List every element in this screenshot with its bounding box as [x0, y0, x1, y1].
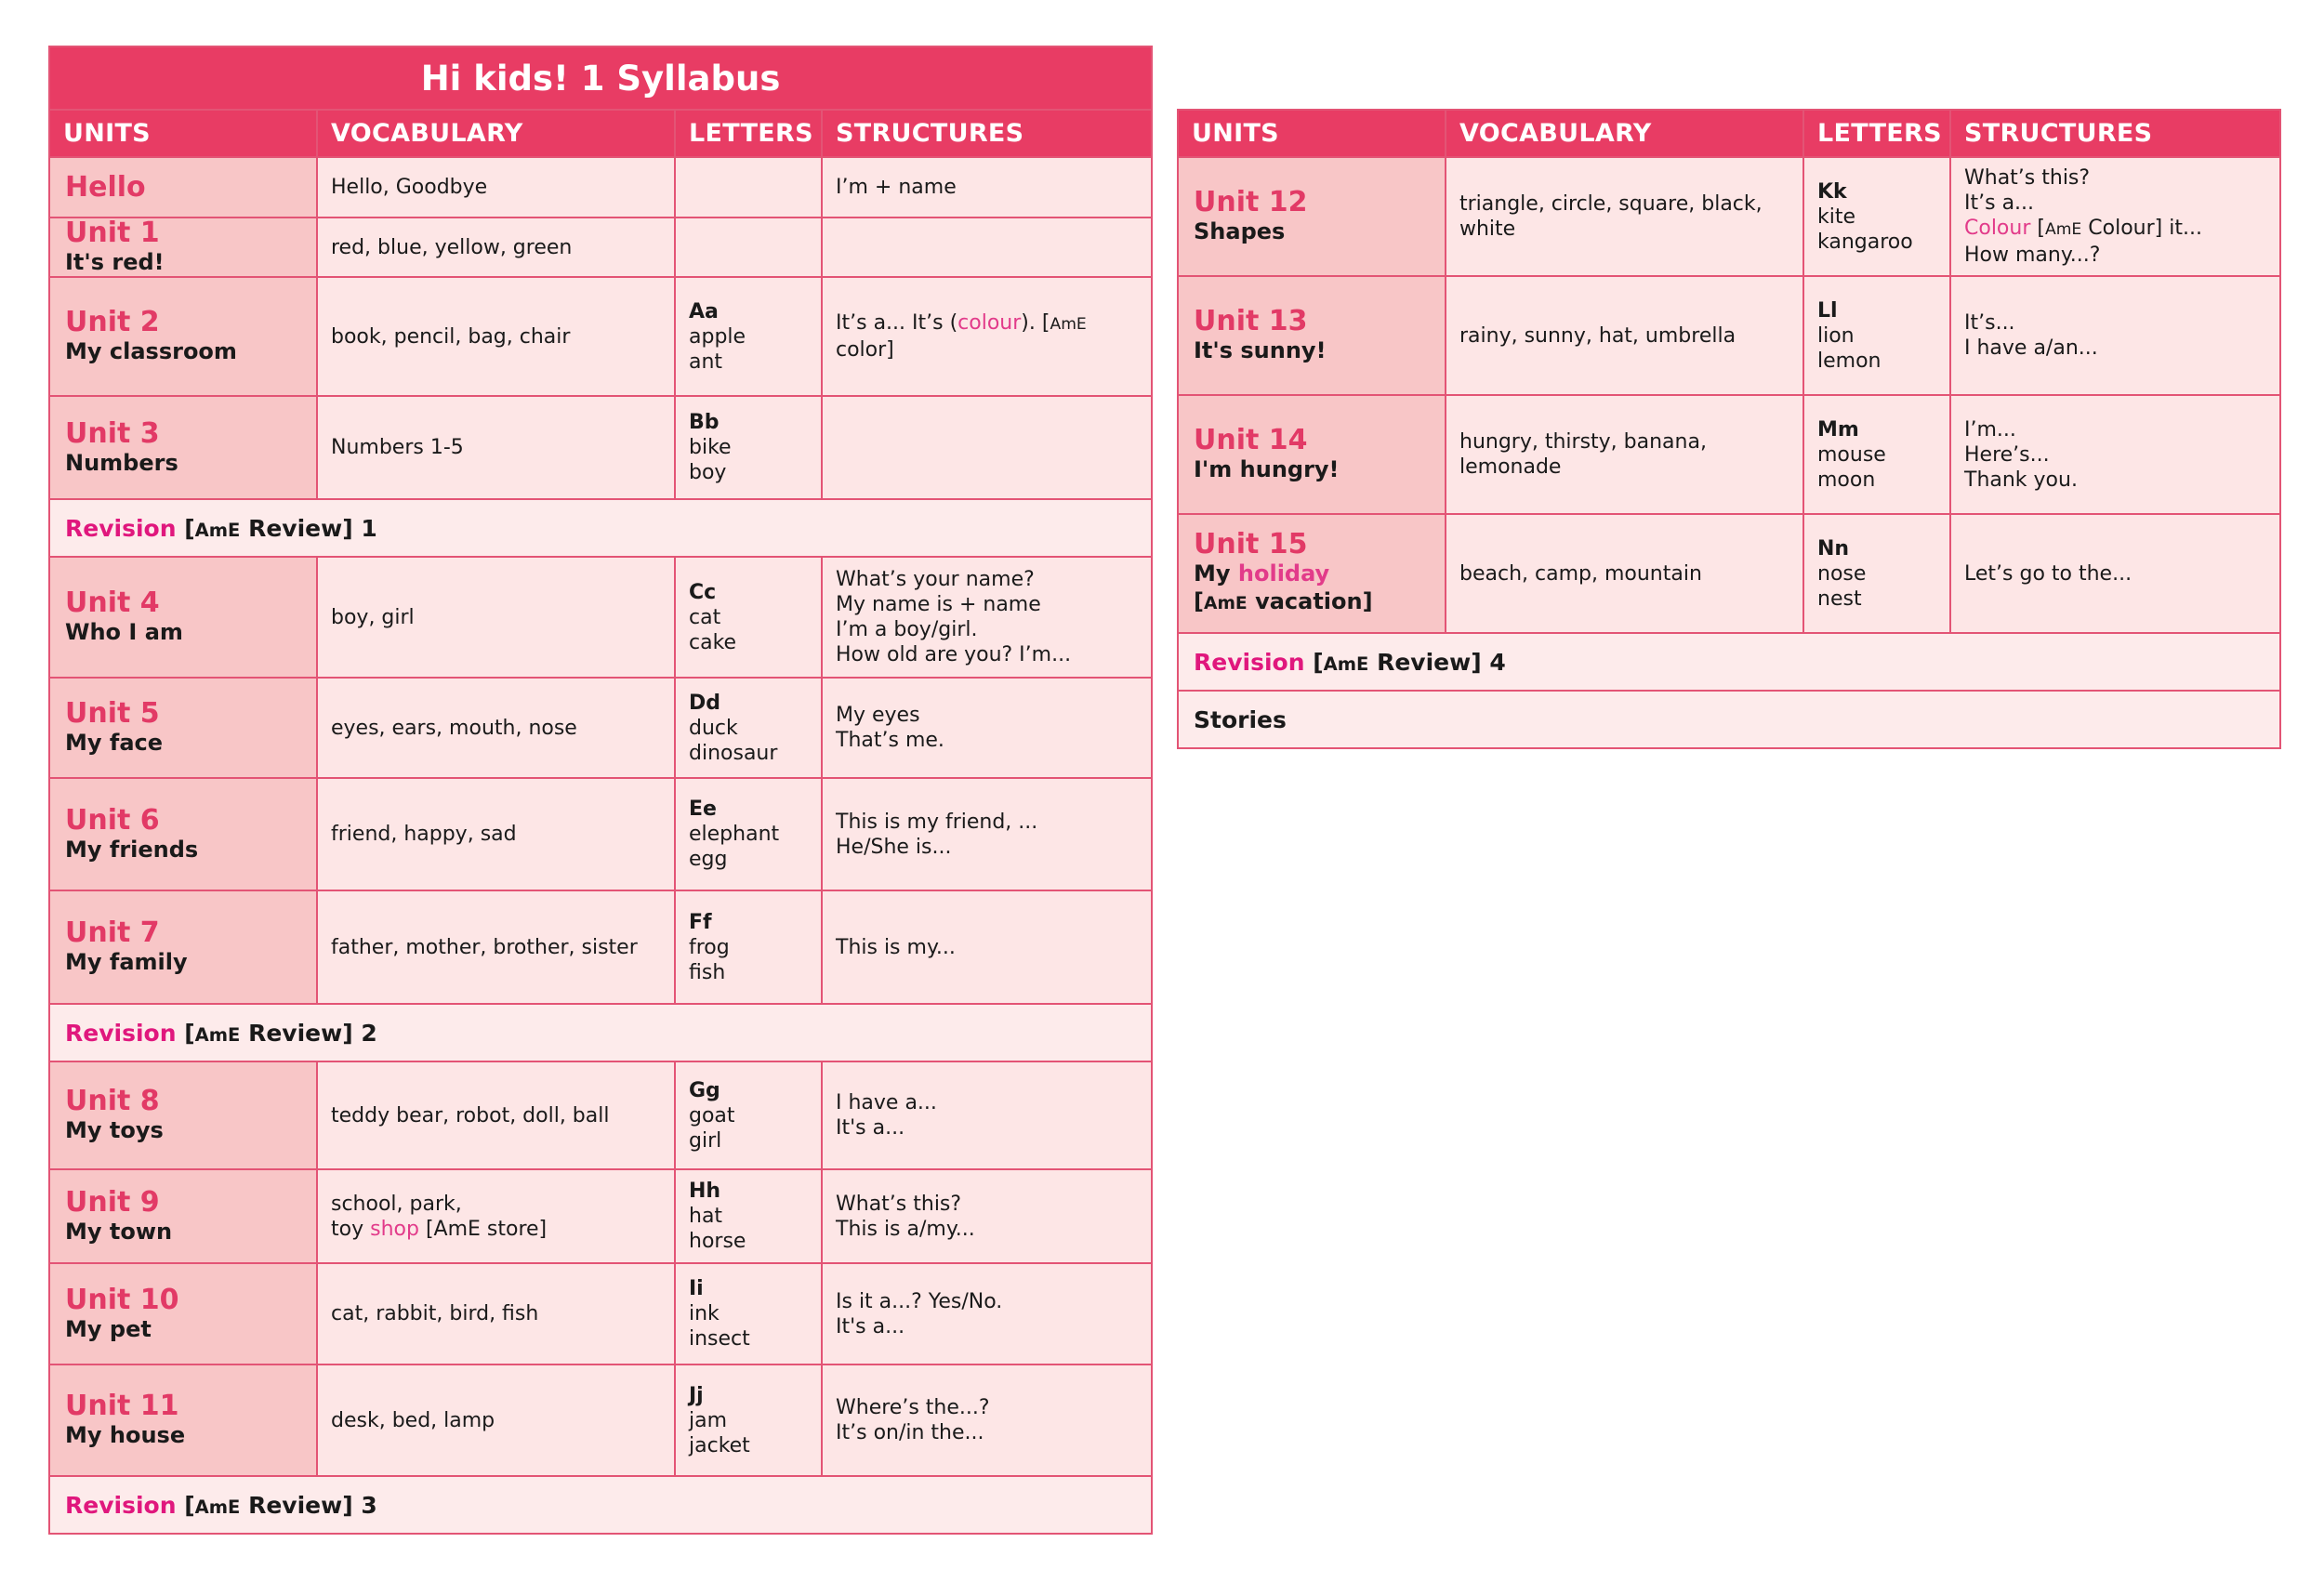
vocab-line: boy, girl [331, 605, 415, 629]
table-row [1178, 395, 2280, 514]
structures-cell [1950, 395, 2280, 514]
structure-line: That’s me. [836, 729, 944, 752]
vocab-line: rainy, sunny, hat, umbrella [1459, 323, 1736, 348]
unit-title: It's red! [65, 249, 165, 275]
letters-cell [675, 1364, 822, 1476]
unit-title: Numbers [65, 449, 178, 476]
structures-cell [822, 678, 1152, 778]
header-vocabulary: VOCABULARY [1446, 110, 1803, 157]
table-row [49, 1061, 1152, 1169]
structures-cell [822, 157, 1152, 218]
vocab-line: lemonade [1459, 455, 1562, 479]
table-row [49, 157, 1152, 218]
table-row [49, 557, 1152, 678]
vocabulary-cell [317, 1061, 675, 1169]
header-structures: STRUCTURES [1950, 110, 2280, 157]
revision-label: Revision [1194, 648, 1305, 676]
letter-pair: Kk [1817, 179, 1847, 204]
revision-cell [49, 1476, 1152, 1534]
structures-cell [1950, 514, 2280, 633]
ame-label: AmE [194, 1496, 241, 1518]
vocab-line: teddy bear, robot, doll, ball [331, 1103, 610, 1127]
structure-line: I have a... [836, 1091, 937, 1114]
letters-cell [675, 890, 822, 1004]
revision-cell [49, 499, 1152, 557]
structure-line: It's a... [836, 1116, 905, 1140]
ame-label: AmE [194, 519, 241, 541]
structure-line [1964, 216, 2279, 243]
table-row [49, 778, 1152, 890]
stories-cell: Stories [1178, 691, 2280, 748]
unit-title: My friends [65, 836, 199, 863]
unit-title: It's sunny! [1194, 337, 1327, 363]
letters-cell [675, 277, 822, 396]
unit-title: Shapes [1194, 218, 1286, 244]
unit-number: Unit 2 [65, 306, 160, 338]
header-structures: STRUCTURES [822, 110, 1152, 157]
unit-cell [1178, 514, 1446, 633]
vocabulary-cell [1446, 395, 1803, 514]
vocab-line: red, blue, yellow, green [331, 235, 573, 259]
unit-number: Unit 1 [65, 217, 160, 249]
structure-line: This is my... [836, 935, 956, 959]
unit-title: My classroom [65, 338, 237, 364]
letter-word: mouse [1817, 442, 1886, 467]
letter-word: moon [1817, 468, 1876, 492]
structure-line: Let’s go to the... [1964, 561, 2133, 586]
vocab-line: triangle, circle, square, black, white [1459, 192, 1763, 241]
table-row [49, 890, 1152, 1004]
unit-title: My town [65, 1218, 173, 1245]
vocab-line: eyes, ears, mouth, nose [331, 716, 577, 740]
structure-line: I’m a boy/girl. [836, 618, 978, 641]
structures-cell [1950, 276, 2280, 395]
letters-cell [675, 1263, 822, 1364]
letters-cell [675, 396, 822, 499]
revision-text: [ [176, 1491, 195, 1519]
letters-cell [675, 1061, 822, 1169]
letters-cell [675, 778, 822, 890]
vocabulary-cell [1446, 157, 1803, 276]
letter-pair: Hh [689, 1180, 721, 1203]
letter-pair: Bb [689, 411, 720, 434]
unit-cell [49, 1061, 317, 1169]
unit-number: Unit 12 [1194, 186, 1308, 218]
vocabulary-cell [317, 778, 675, 890]
letter-word: duck [689, 716, 738, 740]
highlight-word: shop [370, 1217, 419, 1241]
table-row [49, 396, 1152, 499]
unit-number: Unit 6 [65, 803, 160, 837]
ame-label: AmE [2044, 220, 2082, 239]
letter-word: goat [689, 1103, 735, 1127]
revision-row [49, 1004, 1152, 1061]
vocab-line: hungry, thirsty, banana, [1459, 430, 1707, 454]
unit-number: Unit 4 [65, 587, 160, 619]
structure-line: This is my friend, ... [836, 810, 1038, 834]
unit-number: Unit 11 [65, 1390, 179, 1422]
vocab-line: book, pencil, bag, chair [331, 324, 571, 349]
table-row [49, 678, 1152, 778]
letter-word: insect [689, 1327, 750, 1351]
letter-word: jacket [689, 1433, 750, 1457]
table-row [1178, 514, 2280, 633]
structure-line: My name is + name [836, 593, 1041, 616]
structure-line: He/She is... [836, 835, 952, 859]
structures-cell [1950, 157, 2280, 276]
structures-cell [822, 778, 1152, 890]
unit-cell [49, 277, 317, 396]
unit-cell [49, 557, 317, 678]
unit-cell [1178, 276, 1446, 395]
ame-label: AmE [194, 1023, 241, 1046]
structure-line: It’s a... [1964, 191, 2035, 215]
structure-line: It's a... [836, 1314, 905, 1338]
vocab-line: father, mother, brother, sister [331, 935, 638, 959]
letter-word: frog [689, 935, 730, 959]
unit-number: Unit 10 [65, 1283, 179, 1316]
vocab-line [331, 1217, 674, 1242]
vocabulary-cell [317, 1169, 675, 1263]
unit-cell [49, 1263, 317, 1364]
vocabulary-cell [317, 890, 675, 1004]
table-row [49, 1364, 1152, 1476]
structure-line: I’m... [1964, 417, 2016, 442]
structure-line: What’s your name? [836, 568, 1035, 591]
vocabulary-cell [1446, 514, 1803, 633]
letter-word: girl [689, 1128, 722, 1153]
unit-cell [1178, 157, 1446, 276]
structure-line: Is it a...? Yes/No. [836, 1289, 1003, 1313]
vocab-line: Numbers 1-5 [331, 436, 464, 459]
structures-cell [822, 1169, 1152, 1263]
ame-label: AmE [1323, 653, 1369, 675]
vocab-line: school, park, [331, 1192, 462, 1216]
structure-text: Colour] it... [2081, 217, 2202, 240]
vocabulary-cell [317, 1364, 675, 1476]
revision-text: [ [1304, 648, 1324, 676]
header-units: UNITS [49, 110, 317, 157]
structure-text: ). [ [1021, 311, 1050, 335]
letters-cell [1803, 395, 1950, 514]
ame-label: AmE [1050, 315, 1087, 334]
unit-cell [49, 890, 317, 1004]
letter-word: apple [689, 324, 746, 349]
letter-word: horse [689, 1230, 746, 1253]
revision-row [1178, 633, 2280, 691]
structure-text: It’s a... It’s ( [836, 311, 958, 335]
structures-cell [822, 1263, 1152, 1364]
letter-pair: Ee [689, 798, 717, 821]
unit-title: My house [65, 1422, 186, 1448]
unit-number: Unit 15 [1194, 527, 1308, 560]
letter-word: ant [689, 349, 723, 374]
unit-title: My face [65, 730, 164, 756]
table-row [49, 1263, 1152, 1364]
unit-title: Who I am [65, 619, 183, 645]
unit-title: My pet [65, 1315, 152, 1342]
syllabus-table-right [1177, 109, 2281, 749]
revision-text: Review] 4 [1368, 648, 1506, 676]
vocab-line: friend, happy, sad [331, 823, 517, 846]
unit-title-text: vacation] [1247, 587, 1373, 614]
structures-cell [822, 218, 1152, 277]
unit-title-text: My [1194, 560, 1238, 587]
vocabulary-cell [317, 678, 675, 778]
structure-line: How many...? [1964, 244, 2101, 267]
structure-text: [ [2030, 217, 2045, 240]
revision-cell [49, 1004, 1152, 1061]
vocabulary-cell [317, 557, 675, 678]
letter-pair: Ff [689, 910, 712, 934]
unit-cell [49, 1169, 317, 1263]
unit-title [1194, 560, 1445, 587]
letter-word: lion [1817, 323, 1855, 348]
letters-cell [1803, 514, 1950, 633]
vocab-text: [AmE store] [418, 1217, 548, 1241]
letter-pair: Cc [689, 580, 717, 604]
unit-number: Unit 5 [65, 697, 160, 730]
vocab-line: desk, bed, lamp [331, 1408, 495, 1432]
syllabus-table-left [48, 46, 1153, 1535]
vocab-text: toy [331, 1217, 371, 1241]
letter-pair: Gg [689, 1078, 720, 1102]
table-row [1178, 276, 2280, 395]
vocabulary-cell [317, 157, 675, 218]
unit-cell [49, 678, 317, 778]
structure-line: My eyes [836, 704, 920, 727]
structure-line: I have a/an... [1964, 336, 2098, 360]
header-letters: LETTERS [675, 110, 822, 157]
unit-number: Unit 3 [65, 416, 160, 450]
header-units: UNITS [1178, 110, 1446, 157]
syllabus-title: Hi kids! 1 Syllabus [49, 46, 1152, 110]
letter-word: jam [689, 1408, 728, 1432]
structures-cell [822, 1364, 1152, 1476]
structures-cell [822, 396, 1152, 499]
vocab-line: Hello, Goodbye [331, 176, 488, 199]
revision-text: [ [176, 1019, 195, 1047]
structure-line: What’s this? [836, 1192, 962, 1216]
letter-pair: Mm [1817, 417, 1859, 442]
vocab-line: beach, camp, mountain [1459, 561, 1702, 586]
letters-cell [675, 678, 822, 778]
vocabulary-cell [317, 277, 675, 396]
structure-line: It’s on/in the... [836, 1421, 984, 1444]
header-letters: LETTERS [1803, 110, 1950, 157]
unit-number: Unit 8 [65, 1085, 160, 1117]
letters-cell [675, 557, 822, 678]
letter-word: nose [1817, 561, 1867, 586]
unit-number: Hello [65, 170, 146, 204]
unit-number: Unit 7 [65, 916, 160, 949]
unit-number: Unit 9 [65, 1185, 160, 1219]
letter-pair: Jj [689, 1383, 704, 1407]
revision-label: Revision [65, 514, 177, 542]
column-header-row [49, 110, 1152, 157]
highlight-word: holiday [1237, 560, 1330, 587]
unit-title [1194, 587, 1445, 618]
letter-word: kite [1817, 204, 1856, 229]
revision-label: Revision [65, 1019, 177, 1047]
letter-word: lemon [1817, 349, 1882, 373]
letters-cell [675, 157, 822, 218]
table-row [49, 277, 1152, 396]
letter-word: boy [689, 461, 727, 484]
letter-word: ink [689, 1302, 720, 1325]
letter-word: fish [689, 960, 726, 984]
unit-cell [49, 778, 317, 890]
letters-cell [1803, 157, 1950, 276]
stories-row [1178, 691, 2280, 748]
structure-line: It’s... [1964, 311, 2015, 335]
unit-title: My toys [65, 1117, 164, 1143]
table-row [1178, 157, 2280, 276]
revision-text: Review] 3 [240, 1491, 377, 1519]
letter-word: cat [689, 605, 721, 629]
structures-cell [822, 1061, 1152, 1169]
revision-cell [1178, 633, 2280, 691]
revision-row [49, 499, 1152, 557]
column-header-row [1178, 110, 2280, 157]
letter-word: nest [1817, 587, 1862, 611]
structures-cell [822, 890, 1152, 1004]
letter-word: kangaroo [1817, 230, 1913, 254]
structures-cell [822, 277, 1152, 396]
header-vocabulary: VOCABULARY [317, 110, 675, 157]
letter-word: egg [689, 848, 728, 871]
vocabulary-cell [317, 1263, 675, 1364]
revision-text: Review] 2 [240, 1019, 377, 1047]
structure-text: color] [836, 338, 894, 362]
table-row [49, 218, 1152, 277]
unit-cell [49, 396, 317, 499]
vocabulary-cell [317, 218, 675, 277]
unit-number: Unit 13 [1194, 305, 1308, 337]
unit-cell [49, 1364, 317, 1476]
vocab-line: cat, rabbit, bird, fish [331, 1302, 539, 1325]
letter-pair: Nn [1817, 536, 1850, 560]
structure-line [836, 310, 1151, 363]
unit-title: My family [65, 949, 188, 975]
letter-word: dinosaur [689, 741, 778, 765]
unit-cell [49, 218, 317, 277]
letter-word: bike [689, 436, 732, 459]
unit-cell [1178, 395, 1446, 514]
letter-pair: Dd [689, 691, 721, 715]
letters-cell [1803, 276, 1950, 395]
letter-word: cake [689, 630, 737, 654]
vocabulary-cell [317, 396, 675, 499]
structure-line: I’m + name [836, 176, 957, 199]
revision-text: Review] 1 [240, 514, 377, 542]
structure-line: This is a/my... [836, 1217, 975, 1241]
ame-label: AmE [1203, 593, 1248, 613]
table-row [49, 1169, 1152, 1263]
highlight-word: colour [957, 311, 1022, 335]
revision-row [49, 1476, 1152, 1534]
structure-line: What’s this? [1964, 166, 2091, 190]
revision-text: [ [176, 514, 195, 542]
letter-word: elephant [689, 823, 780, 846]
letters-cell [675, 218, 822, 277]
letter-pair: Aa [689, 299, 719, 323]
structure-line: Where’s the...? [836, 1396, 990, 1419]
unit-title: I'm hungry! [1194, 456, 1340, 482]
structures-cell [822, 557, 1152, 678]
revision-label: Revision [65, 1491, 177, 1519]
unit-cell [49, 157, 317, 218]
unit-title-text: [ [1194, 587, 1204, 614]
letter-pair: Ii [689, 1277, 704, 1300]
unit-number: Unit 14 [1194, 424, 1308, 456]
structure-line: How old are you? I’m... [836, 643, 1072, 666]
structure-line: Here’s... [1964, 442, 2050, 467]
letter-pair: Ll [1817, 298, 1838, 323]
letter-word: hat [689, 1205, 723, 1228]
highlight-word: Colour [1964, 217, 2031, 240]
structure-line: Thank you. [1964, 468, 2078, 492]
letters-cell [675, 1169, 822, 1263]
vocabulary-cell [1446, 276, 1803, 395]
